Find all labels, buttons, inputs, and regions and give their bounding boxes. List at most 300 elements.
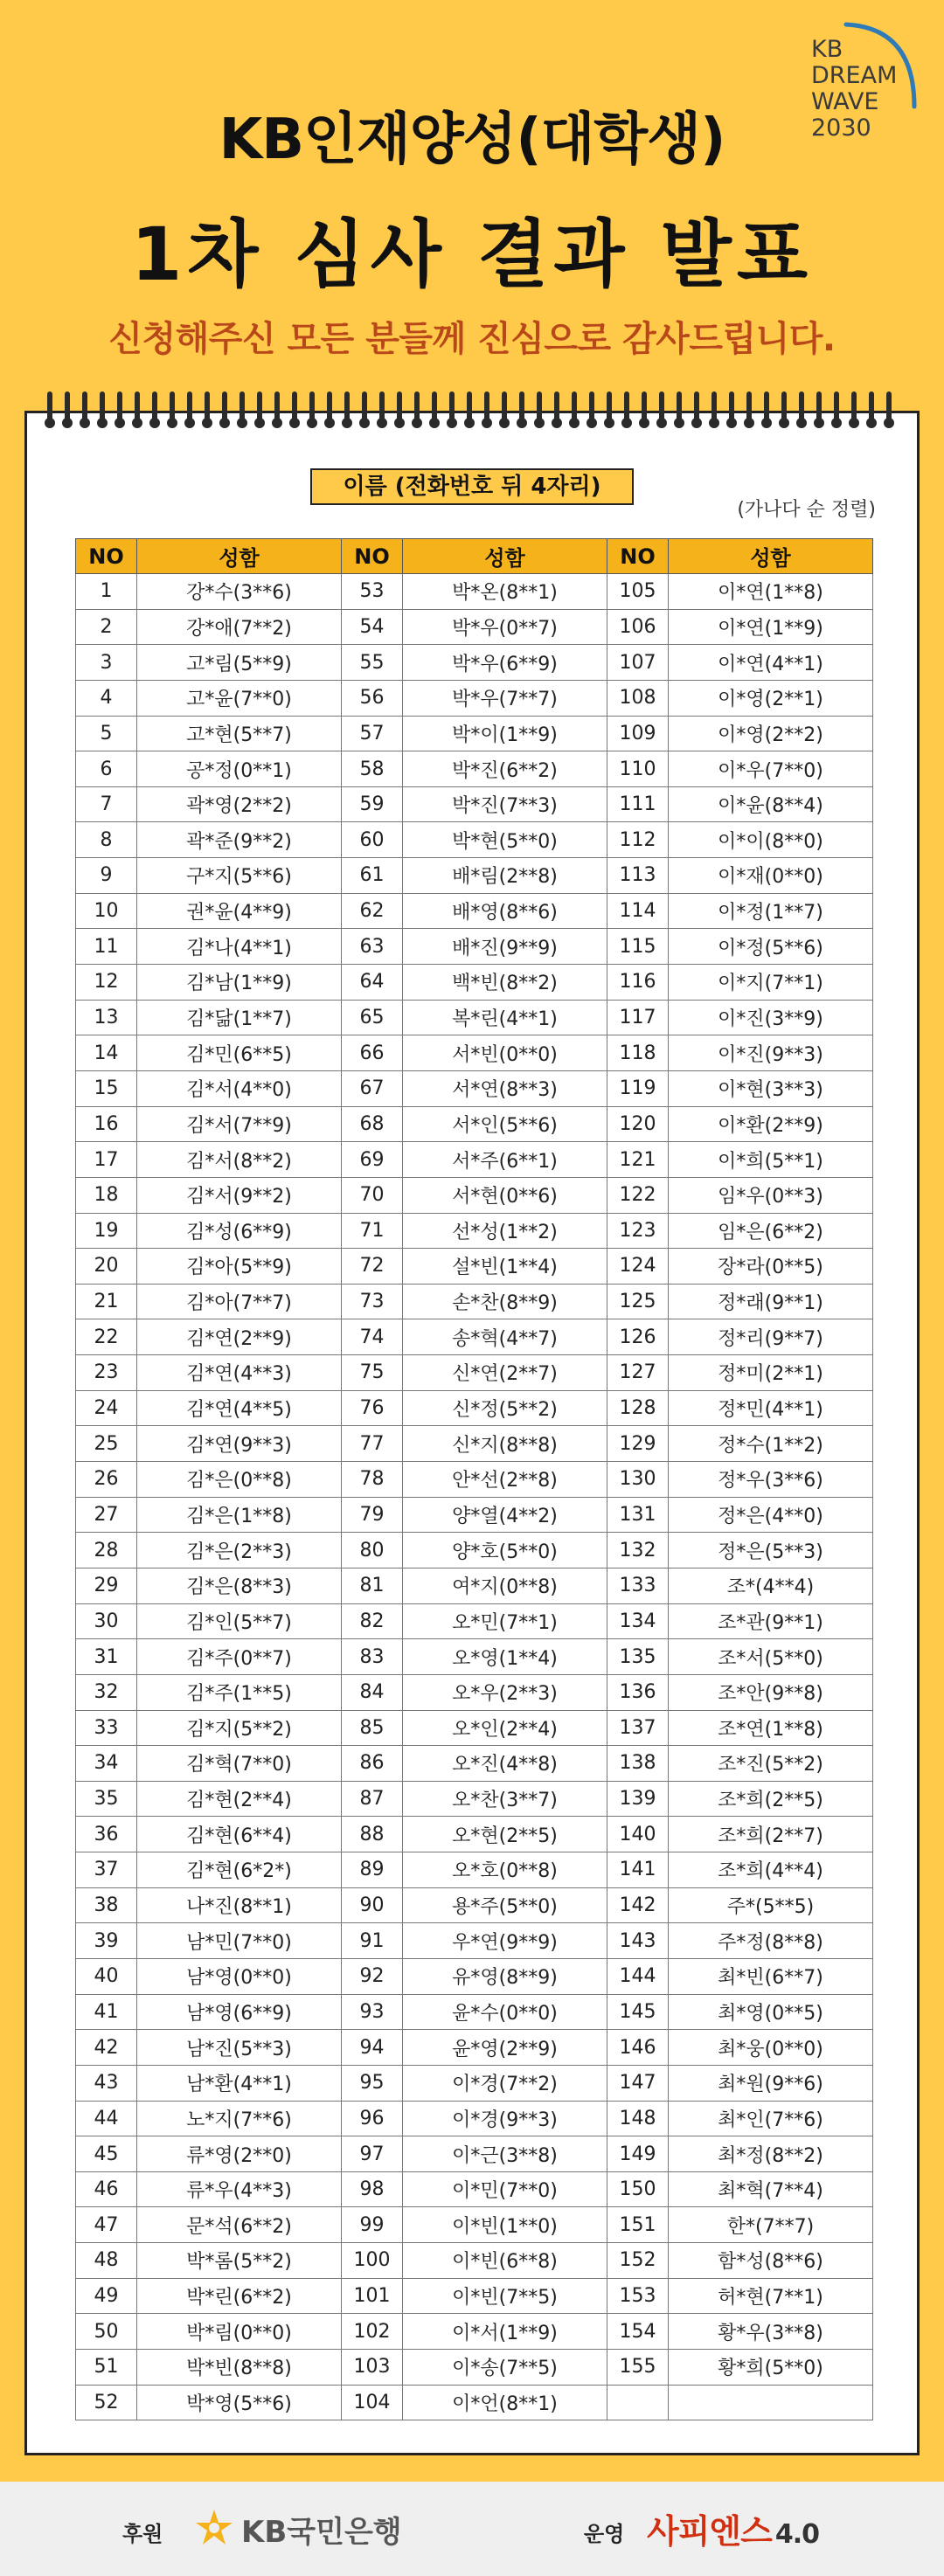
entry-number: 30 <box>76 1603 137 1639</box>
table-row <box>76 2207 873 2243</box>
entry-number: 60 <box>342 822 403 858</box>
entry-name: 이*영(2**1) <box>669 680 873 716</box>
entry-number: 98 <box>342 2171 403 2207</box>
entry-name: 박*이(1**9) <box>403 716 607 751</box>
entry-name: 이*우(7**0) <box>669 751 873 787</box>
entry-number: 10 <box>76 893 137 929</box>
entry-name: 오*호(0**8) <box>403 1852 607 1888</box>
spiral-hole <box>534 418 545 428</box>
spiral-hole <box>779 418 789 428</box>
table-row <box>76 1710 873 1746</box>
entry-number: 54 <box>342 609 403 645</box>
table-row <box>76 1106 873 1142</box>
entry-name: 신*정(5**2) <box>403 1390 607 1426</box>
entry-name: 박*우(0**7) <box>403 609 607 645</box>
entry-name: 김*은(2**3) <box>137 1533 342 1568</box>
table-row <box>76 822 873 858</box>
table-row <box>76 2278 873 2314</box>
logo-line-3: WAVE <box>811 88 879 115</box>
entry-number: 78 <box>342 1462 403 1498</box>
spiral-hole <box>167 418 177 428</box>
entry-name: 김*은(1**8) <box>137 1497 342 1533</box>
entry-number: 107 <box>607 645 669 681</box>
entry-number: 16 <box>76 1106 137 1142</box>
table-row <box>76 2136 873 2172</box>
entry-number: 141 <box>607 1852 669 1888</box>
operator-logo <box>647 2504 819 2552</box>
entry-name: 김*연(9**3) <box>137 1426 342 1462</box>
entry-name: 이*재(0**0) <box>669 858 873 894</box>
table-row <box>76 1923 873 1959</box>
entry-number: 69 <box>342 1142 403 1178</box>
entry-name: 이*이(8**0) <box>669 822 873 858</box>
entry-number: 145 <box>607 1994 669 2030</box>
spiral-hole <box>569 418 580 428</box>
spiral-hole <box>377 418 387 428</box>
entry-name: 이*서(1**9) <box>403 2314 607 2350</box>
table-row <box>76 929 873 965</box>
entry-number: 133 <box>607 1568 669 1603</box>
entry-number: 149 <box>607 2136 669 2172</box>
entry-name: 박*우(7**7) <box>403 680 607 716</box>
entry-name: 여*지(0**8) <box>403 1568 607 1603</box>
spiral-hole <box>254 418 265 428</box>
entry-number: 125 <box>607 1284 669 1319</box>
entry-name: 최*혁(7**4) <box>669 2171 873 2207</box>
spiral-hole <box>587 418 597 428</box>
spiral-hole <box>604 418 614 428</box>
entry-number <box>607 2385 669 2420</box>
operator-label: 운영 <box>584 2522 625 2546</box>
entry-name: 오*진(4**8) <box>403 1746 607 1782</box>
entry-number: 153 <box>607 2278 669 2314</box>
entry-name: 최*원(9**6) <box>669 2065 873 2101</box>
entry-number: 51 <box>76 2350 137 2386</box>
entry-number: 94 <box>342 2030 403 2066</box>
entry-name: 이*진(9**3) <box>669 1035 873 1071</box>
entry-number: 97 <box>342 2136 403 2172</box>
entry-name: 박*우(6**9) <box>403 645 607 681</box>
entry-number: 56 <box>342 680 403 716</box>
entry-name: 배*림(2**8) <box>403 858 607 894</box>
table-row <box>76 1177 873 1213</box>
entry-number: 66 <box>342 1035 403 1071</box>
table-row <box>76 1852 873 1888</box>
entry-number: 136 <box>607 1674 669 1710</box>
entry-number: 41 <box>76 1994 137 2030</box>
entry-number: 72 <box>342 1249 403 1285</box>
entry-number: 87 <box>342 1781 403 1817</box>
entry-name: 한*(7**7) <box>669 2207 873 2243</box>
entry-name: 조*서(5**0) <box>669 1639 873 1675</box>
entry-number: 36 <box>76 1817 137 1852</box>
entry-name: 강*수(3**6) <box>137 574 342 610</box>
spiral-hole <box>149 418 160 428</box>
spiral-hole <box>482 418 492 428</box>
entry-name: 정*리(9**7) <box>669 1319 873 1355</box>
entry-name: 김*남(1**9) <box>137 965 342 1001</box>
table-row <box>76 1603 873 1639</box>
entry-name: 서*현(0**6) <box>403 1177 607 1213</box>
entry-number: 21 <box>76 1284 137 1319</box>
entry-name: 함*성(8**6) <box>669 2243 873 2279</box>
entry-name: 박*빈(8**8) <box>137 2350 342 2386</box>
spiral-hole <box>307 418 317 428</box>
table-row <box>76 1142 873 1178</box>
entry-name: 김*서(4**0) <box>137 1070 342 1106</box>
entry-number: 44 <box>76 2101 137 2136</box>
entry-number: 73 <box>342 1284 403 1319</box>
entry-number: 123 <box>607 1213 669 1249</box>
entry-name: 류*우(4**3) <box>137 2171 342 2207</box>
operator-version: 4.0 <box>774 2519 819 2550</box>
entry-name: 최*정(8**2) <box>669 2136 873 2172</box>
entry-number: 55 <box>342 645 403 681</box>
entry-name: 나*진(8**1) <box>137 1887 342 1923</box>
entry-number: 119 <box>607 1070 669 1106</box>
results-table <box>75 538 873 2420</box>
spiral-hole <box>866 418 877 428</box>
entry-name: 임*은(6**2) <box>669 1213 873 1249</box>
entry-name: 문*석(6**2) <box>137 2207 342 2243</box>
table-body <box>76 574 873 2420</box>
entry-name: 박*영(5**6) <box>137 2385 342 2420</box>
entry-number: 92 <box>342 1958 403 1994</box>
entry-number: 126 <box>607 1319 669 1355</box>
entry-number: 76 <box>342 1390 403 1426</box>
entry-number: 152 <box>607 2243 669 2279</box>
entry-name: 이*연(4**1) <box>669 645 873 681</box>
entry-number: 64 <box>342 965 403 1001</box>
entry-name: 최*빈(6**7) <box>669 1958 873 1994</box>
table-row <box>76 716 873 751</box>
spiral-hole <box>621 418 632 428</box>
entry-name: 김*성(6**9) <box>137 1213 342 1249</box>
entry-name: 김*주(0**7) <box>137 1639 342 1675</box>
entry-number: 144 <box>607 1958 669 1994</box>
entry-name: 주*(5**5) <box>669 1887 873 1923</box>
entry-name: 정*은(5**3) <box>669 1533 873 1568</box>
entry-name: 김*은(8**3) <box>137 1568 342 1603</box>
table-row <box>76 751 873 787</box>
entry-name: 강*애(7**2) <box>137 609 342 645</box>
entry-name: 김*혁(7**0) <box>137 1746 342 1782</box>
entry-name: 양*열(4**2) <box>403 1497 607 1533</box>
entry-number: 89 <box>342 1852 403 1888</box>
entry-number: 34 <box>76 1746 137 1782</box>
entry-number: 90 <box>342 1887 403 1923</box>
entry-number: 9 <box>76 858 137 894</box>
entry-number: 113 <box>607 858 669 894</box>
entry-number: 124 <box>607 1249 669 1285</box>
entry-number: 80 <box>342 1533 403 1568</box>
entry-name: 양*호(5**0) <box>403 1533 607 1568</box>
entry-number: 116 <box>607 965 669 1001</box>
entry-number: 110 <box>607 751 669 787</box>
spiral-hole <box>464 418 475 428</box>
entry-number: 63 <box>342 929 403 965</box>
spiral-hole <box>831 418 842 428</box>
entry-number: 57 <box>342 716 403 751</box>
list-label: 이름 (전화번호 뒤 4자리) <box>310 468 634 505</box>
table-row <box>76 574 873 610</box>
table-row <box>76 1000 873 1035</box>
entry-number: 67 <box>342 1070 403 1106</box>
entry-number: 33 <box>76 1710 137 1746</box>
table-row <box>76 2101 873 2136</box>
table-row <box>76 858 873 894</box>
entry-name: 이*지(7**1) <box>669 965 873 1001</box>
entry-name: 류*영(2**0) <box>137 2136 342 2172</box>
entry-name: 오*민(7**1) <box>403 1603 607 1639</box>
entry-number: 127 <box>607 1355 669 1391</box>
entry-name: 노*지(7**6) <box>137 2101 342 2136</box>
entry-number: 4 <box>76 680 137 716</box>
header-no: NO <box>607 539 669 574</box>
entry-name: 우*연(9**9) <box>403 1923 607 1959</box>
entry-name: 황*우(3**8) <box>669 2314 873 2350</box>
entry-number: 96 <box>342 2101 403 2136</box>
entry-number: 29 <box>76 1568 137 1603</box>
entry-number: 91 <box>342 1923 403 1959</box>
entry-name: 이*빈(1**0) <box>403 2207 607 2243</box>
entry-name: 오*영(1**4) <box>403 1639 607 1675</box>
table-row <box>76 2065 873 2101</box>
entry-name: 이*연(1**8) <box>669 574 873 610</box>
entry-number: 47 <box>76 2207 137 2243</box>
entry-number: 129 <box>607 1426 669 1462</box>
entry-name: 윤*수(0**0) <box>403 1994 607 2030</box>
entry-number: 18 <box>76 1177 137 1213</box>
entry-number: 151 <box>607 2207 669 2243</box>
entry-name: 김*연(4**3) <box>137 1355 342 1391</box>
spiral-hole <box>184 418 195 428</box>
entry-name: 정*우(3**6) <box>669 1462 873 1498</box>
table-row <box>76 2030 873 2066</box>
entry-number: 150 <box>607 2171 669 2207</box>
entry-name: 이*빈(6**8) <box>403 2243 607 2279</box>
header-name: 성함 <box>403 539 607 574</box>
sort-note: (가나다 순 정렬) <box>737 499 876 521</box>
entry-name: 정*수(1**2) <box>669 1426 873 1462</box>
entry-name: 김*지(5**2) <box>137 1710 342 1746</box>
entry-number: 100 <box>342 2243 403 2279</box>
entry-number: 50 <box>76 2314 137 2350</box>
entry-number: 155 <box>607 2350 669 2386</box>
table-row <box>76 1249 873 1285</box>
entry-name: 이*윤(8**4) <box>669 786 873 822</box>
entry-name: 남*진(5**3) <box>137 2030 342 2066</box>
spiral-hole <box>429 418 440 428</box>
entry-name: 이*언(8**1) <box>403 2385 607 2420</box>
entry-name: 박*린(6**2) <box>137 2278 342 2314</box>
entry-number: 7 <box>76 786 137 822</box>
entry-number: 147 <box>607 2065 669 2101</box>
entry-name: 김*민(6**5) <box>137 1035 342 1071</box>
spiral-hole <box>394 418 405 428</box>
table-row <box>76 893 873 929</box>
logo-line-2: DREAM <box>811 62 898 89</box>
entry-name: 박*현(5**0) <box>403 822 607 858</box>
spiral-hole <box>97 418 108 428</box>
entry-name: 서*연(8**3) <box>403 1070 607 1106</box>
entry-name: 장*라(0**5) <box>669 1249 873 1285</box>
kb-star-icon <box>192 2506 236 2550</box>
entry-number: 79 <box>342 1497 403 1533</box>
table-row <box>76 1462 873 1498</box>
entry-name: 유*영(8**9) <box>403 1958 607 1994</box>
entry-name: 신*지(8**8) <box>403 1426 607 1462</box>
entry-number: 154 <box>607 2314 669 2350</box>
entry-name: 곽*영(2**2) <box>137 786 342 822</box>
entry-number: 24 <box>76 1390 137 1426</box>
entry-name: 김*연(4**5) <box>137 1390 342 1426</box>
entry-name: 박*롬(5**2) <box>137 2243 342 2279</box>
operator-name: 사피엔스 <box>647 2512 772 2551</box>
entry-name: 고*현(5**7) <box>137 716 342 751</box>
entry-number: 17 <box>76 1142 137 1178</box>
entry-name: 이*현(3**3) <box>669 1070 873 1106</box>
entry-number: 15 <box>76 1070 137 1106</box>
spiral-hole <box>342 418 352 428</box>
entry-number: 53 <box>342 574 403 610</box>
entry-number: 49 <box>76 2278 137 2314</box>
entry-number: 32 <box>76 1674 137 1710</box>
entry-number: 35 <box>76 1781 137 1817</box>
entry-number: 99 <box>342 2207 403 2243</box>
entry-name: 오*현(2**5) <box>403 1817 607 1852</box>
entry-name: 조*(4**4) <box>669 1568 873 1603</box>
entry-number: 120 <box>607 1106 669 1142</box>
entry-name: 이*송(7**5) <box>403 2350 607 2386</box>
entry-name: 허*현(7**1) <box>669 2278 873 2314</box>
entry-number: 45 <box>76 2136 137 2172</box>
table-row <box>76 1497 873 1533</box>
entry-name: 김*닮(1**7) <box>137 1000 342 1035</box>
spiral-hole <box>202 418 212 428</box>
entry-name: 고*윤(7**0) <box>137 680 342 716</box>
entry-number: 131 <box>607 1497 669 1533</box>
entry-number: 95 <box>342 2065 403 2101</box>
entry-name: 남*영(0**0) <box>137 1958 342 1994</box>
spiral-hole <box>237 418 247 428</box>
header-name: 성함 <box>137 539 342 574</box>
entry-name <box>669 2385 873 2420</box>
table-row <box>76 2243 873 2279</box>
spiral-hole <box>289 418 300 428</box>
entry-name: 오*찬(3**7) <box>403 1781 607 1817</box>
entry-name: 김*서(7**9) <box>137 1106 342 1142</box>
entry-number: 109 <box>607 716 669 751</box>
table-row <box>76 1213 873 1249</box>
entry-name: 정*래(9**1) <box>669 1284 873 1319</box>
entry-number: 121 <box>607 1142 669 1178</box>
table-row <box>76 1994 873 2030</box>
entry-name: 이*정(1**7) <box>669 893 873 929</box>
table-header-row <box>76 539 873 574</box>
entry-name: 배*영(8**6) <box>403 893 607 929</box>
page-subtitle: 신청해주신 모든 분들께 진심으로 감사드립니다. <box>108 319 836 359</box>
entry-name: 조*관(9**1) <box>669 1603 873 1639</box>
spiral-hole <box>359 418 370 428</box>
entry-number: 140 <box>607 1817 669 1852</box>
entry-name: 이*연(1**9) <box>669 609 873 645</box>
spiral-hole <box>219 418 230 428</box>
table-row <box>76 1817 873 1852</box>
entry-name: 송*혁(4**7) <box>403 1319 607 1355</box>
entry-number: 112 <box>607 822 669 858</box>
entry-name: 주*정(8**8) <box>669 1923 873 1959</box>
entry-number: 70 <box>342 1177 403 1213</box>
entry-name: 용*주(5**0) <box>403 1887 607 1923</box>
entry-name: 이*빈(7**5) <box>403 2278 607 2314</box>
entry-name: 김*주(1**5) <box>137 1674 342 1710</box>
entry-name: 박*진(6**2) <box>403 751 607 787</box>
entry-name: 박*온(8**1) <box>403 574 607 610</box>
entry-name: 이*경(7**2) <box>403 2065 607 2101</box>
entry-name: 윤*영(2**9) <box>403 2030 607 2066</box>
entry-name: 조*진(5**2) <box>669 1746 873 1782</box>
entry-number: 11 <box>76 929 137 965</box>
entry-number: 46 <box>76 2171 137 2207</box>
entry-number: 5 <box>76 716 137 751</box>
spiral-hole <box>639 418 649 428</box>
table-row <box>76 965 873 1001</box>
entry-name: 이*정(5**6) <box>669 929 873 965</box>
entry-name: 선*성(1**2) <box>403 1213 607 1249</box>
spiral-hole <box>324 418 335 428</box>
entry-number: 93 <box>342 1994 403 2030</box>
entry-number: 135 <box>607 1639 669 1675</box>
entry-number: 42 <box>76 2030 137 2066</box>
entry-name: 구*지(5**6) <box>137 858 342 894</box>
entry-number: 59 <box>342 786 403 822</box>
entry-number: 148 <box>607 2101 669 2136</box>
entry-number: 22 <box>76 1319 137 1355</box>
entry-number: 118 <box>607 1035 669 1071</box>
entry-name: 김*아(7**7) <box>137 1284 342 1319</box>
entry-number: 1 <box>76 574 137 610</box>
entry-name: 이*근(3**8) <box>403 2136 607 2172</box>
entry-name: 복*린(4**1) <box>403 1000 607 1035</box>
table-row <box>76 1035 873 1071</box>
entry-number: 134 <box>607 1603 669 1639</box>
table-row <box>76 1781 873 1817</box>
entry-number: 138 <box>607 1746 669 1782</box>
entry-number: 3 <box>76 645 137 681</box>
entry-name: 남*민(7**0) <box>137 1923 342 1959</box>
entry-number: 39 <box>76 1923 137 1959</box>
entry-number: 115 <box>607 929 669 965</box>
entry-number: 101 <box>342 2278 403 2314</box>
spiral-hole <box>709 418 719 428</box>
entry-number: 111 <box>607 786 669 822</box>
entry-name: 이*희(5**1) <box>669 1142 873 1178</box>
entry-name: 오*인(2**4) <box>403 1710 607 1746</box>
entry-number: 6 <box>76 751 137 787</box>
entry-number: 130 <box>607 1462 669 1498</box>
spiral-hole <box>412 418 422 428</box>
entry-number: 142 <box>607 1887 669 1923</box>
spiral-hole <box>447 418 457 428</box>
entry-number: 128 <box>607 1390 669 1426</box>
table-row <box>76 1355 873 1391</box>
entry-name: 김*현(6*2*) <box>137 1852 342 1888</box>
entry-name: 이*경(9**3) <box>403 2101 607 2136</box>
entry-name: 최*영(0**5) <box>669 1994 873 2030</box>
entry-name: 조*안(9**8) <box>669 1674 873 1710</box>
spiral-hole <box>45 418 55 428</box>
